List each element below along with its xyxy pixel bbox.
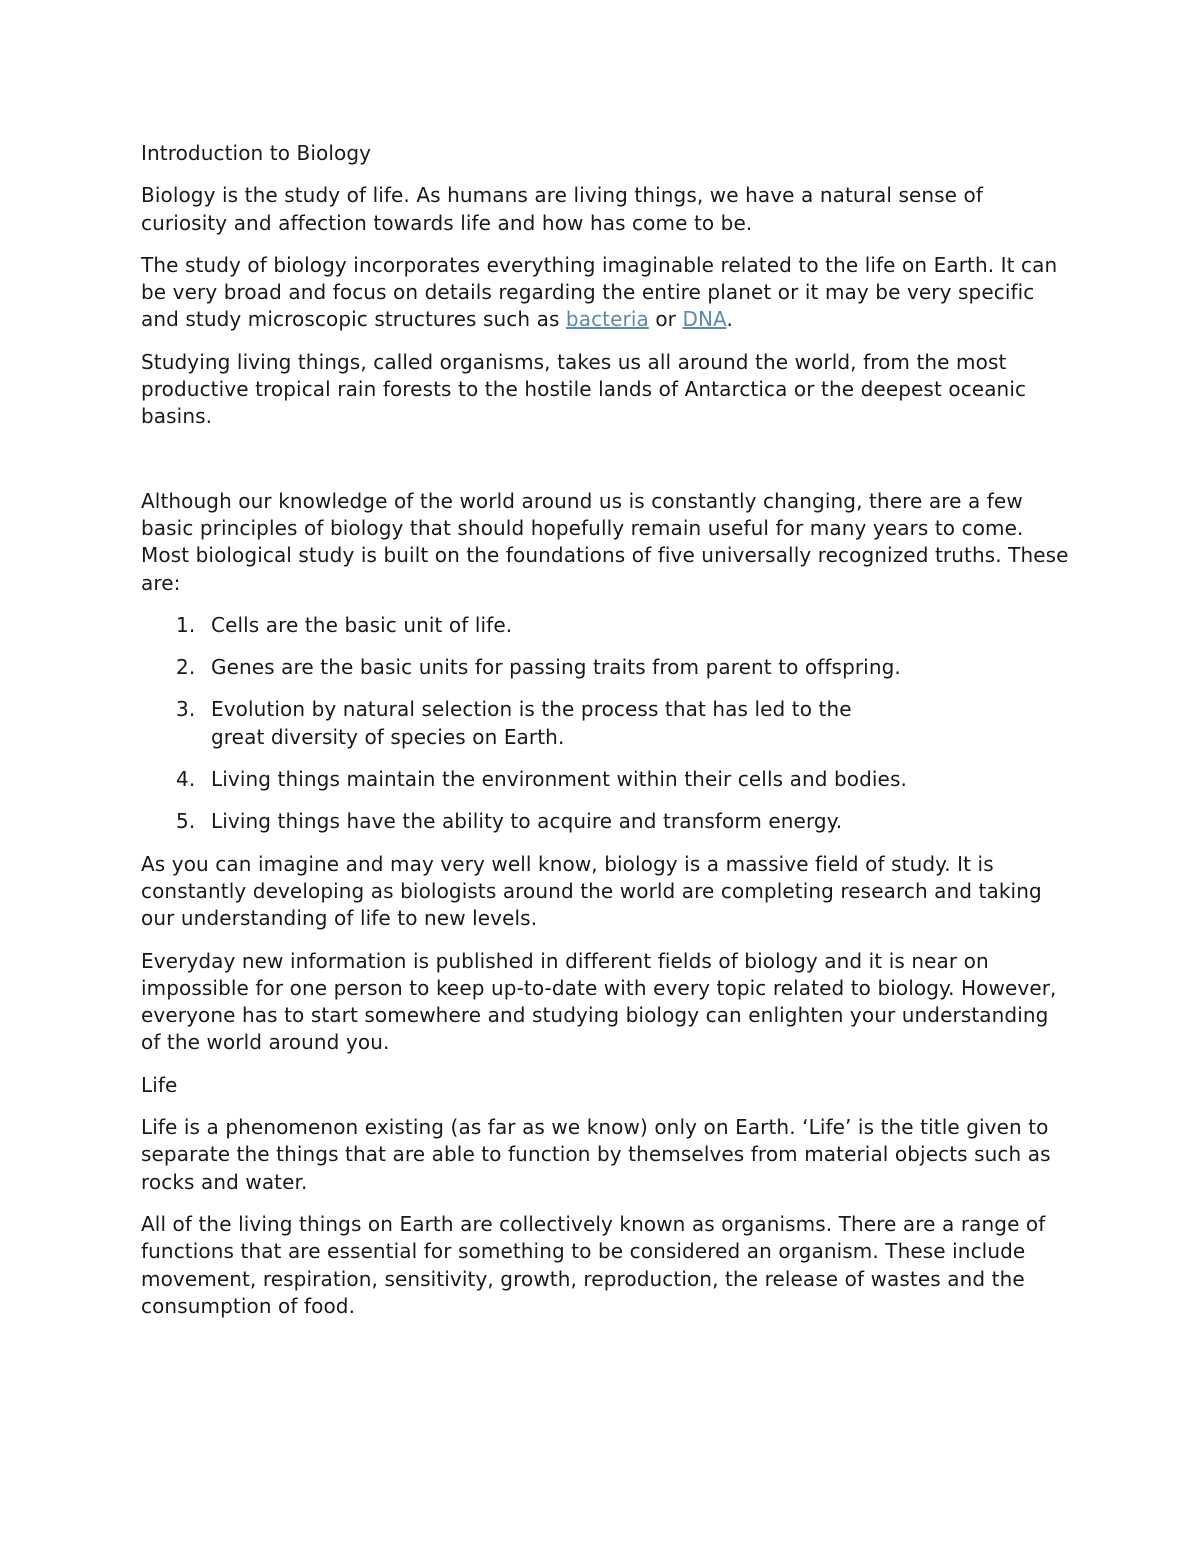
dna-link[interactable]: DNA [682,307,727,332]
list-item [141,654,1071,681]
principles-list [141,612,1071,836]
document-title: Introduction to Biology [141,141,372,165]
blank-line [141,446,1071,488]
everyday-paragraph: Everyday new information is published in different fields of biology and it is near on impossible for one person to keep up-to-date with every topic related to biology. However, everyone has to start somewhere and studying biology can enlighten your understanding of the world around you. [141,948,1057,1055]
list-item-text: Cells are the basic unit of life. [211,612,513,637]
list-item-number: 4. [176,767,196,792]
list-item [141,766,1071,793]
scope-paragraph [141,252,1071,334]
principles-paragraph: Although our knowledge of the world around us is constantly changing, there are a few basic principles of biology that should hopefully remain useful for many years to come. Most biological study is built on the foundations of five universally recognized truths. These are: [141,488,1069,595]
list-item-text: Living things have the ability to acquire and transform energy. [211,809,843,834]
list-item-number: 2. [176,655,196,680]
list-item [141,612,1071,639]
list-item-text: Genes are the basic units for passing traits from parent to offspring. [211,655,901,680]
list-item-text: Evolution by natural selection is the process that has led to the great diversity of species on Earth. [211,697,852,749]
scope-text-between: or [648,307,683,332]
list-item [141,696,1071,751]
organisms-paragraph: Studying living things, called organisms, takes us all around the world, from the most productive tropical rain forests to the hostile lands of Antarctica or the deepest oceanic basins. [141,349,1027,429]
list-item-number: 1. [176,612,196,637]
list-item [141,808,1071,835]
list-item-number: 5. [176,809,196,834]
document-page [141,140,1071,1335]
life-heading: Life [141,1072,178,1097]
intro-paragraph: Biology is the study of life. As humans are living things, we have a natural sense of curiosity and affection towards life and how has come to be. [141,183,984,235]
list-item-text: Living things maintain the environment within their cells and bodies. [211,767,907,792]
scope-text-before: The study of biology incorporates everything imaginable related to the life on Earth. It can be very broad and focus on details regarding the entire planet or it may be very specific and study microscopic structures such as [141,252,1058,332]
massive-field-paragraph: As you can imagine and may very well know, biology is a massive field of study. It is constantly developing as biologists around the world are completing research and taking our understanding of life to new levels. [141,851,1042,931]
bacteria-link[interactable]: bacteria [565,307,649,332]
scope-text-after: . [726,307,733,332]
organism-functions-paragraph: All of the living things on Earth are collectively known as organisms. There are a range of functions that are essential for something to be considered an organism. These include movement, respiration, sensitivity, growth, reproduction, the release of wastes and the consumption of food. [141,1211,1046,1318]
life-paragraph: Life is a phenomenon existing (as far as we know) only on Earth. ‘Life’ is the title given to separate the things that are able to function by themselves from material objects such as rocks and water. [141,1115,1051,1194]
list-item-number: 3. [176,697,196,722]
